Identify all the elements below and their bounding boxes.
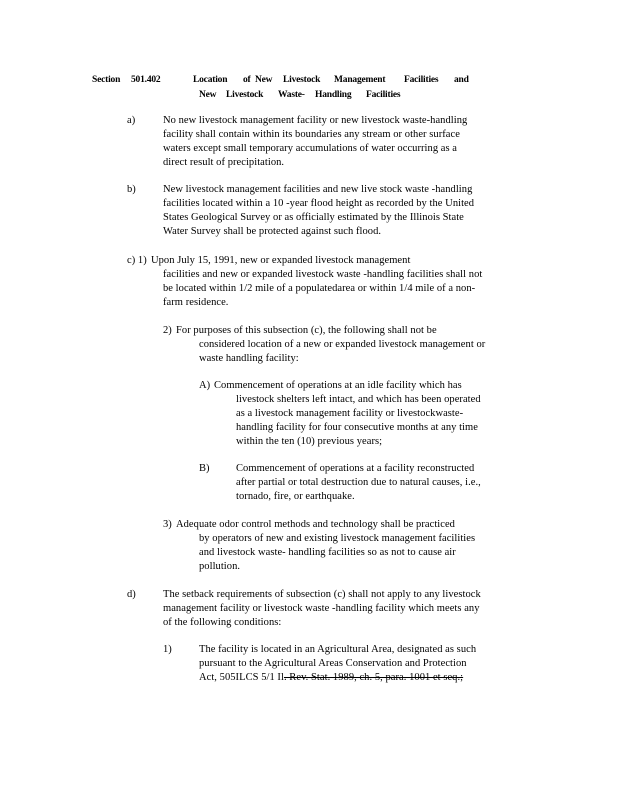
subsection-marker: b) [127,184,136,195]
paragraph-line: pursuant to the Agricultural Areas Conservation and Protection [199,658,467,669]
subsection-marker: d) [127,589,136,600]
paragraph-line: The facility is located in an Agricultural Area, designated as such [199,644,477,655]
paragraph-line: livestock shelters left intact, and which has been operated [236,394,481,405]
paragraph-line: New livestock management facilities and new live stock waste -handling [163,184,473,195]
subsection-marker: c) 1) [127,255,147,266]
title-word: Location [193,75,228,85]
paragraph-line: management facility or livestock waste -handling facility which meets any [163,603,480,614]
paragraph-line: be located within 1/2 mile of a populatedarea or within 1/4 mile of a non- [163,283,476,294]
title-word: Facilities [404,75,439,85]
paragraph-line: within the ten (10) previous years; [236,436,383,447]
subitem-marker: 3) [163,519,172,530]
paragraph-line: The setback requirements of subsection (c) shall not apply to any livestock [163,589,481,600]
paragraph-line: Upon July 15, 1991, new or expanded livestock management [151,255,411,266]
paragraph-line: Commencement of operations at an idle facility which has [214,380,462,391]
paragraph-line: For purposes of this subsection (c), the following shall not be [176,325,437,336]
title-word: Livestock [283,75,321,85]
paragraph-line: considered location of a new or expanded livestock management or [199,339,486,350]
paragraph-line [199,671,463,685]
paragraph-line: facility shall contain within its boundaries any stream or other surface [163,129,460,140]
subitem-marker: 2) [163,325,172,336]
paragraph-line: tornado, fire, or earthquake. [236,491,355,502]
title-word: New [199,90,217,100]
paragraph-line: by operators of new and existing livestock management facilities [199,533,476,544]
title-word: Livestock [226,90,264,100]
paragraph-line: facilities and new or expanded livestock waste -handling facilities shall not [163,269,483,280]
paragraph-line: pollution. [199,561,241,572]
struck-citation-text: . Rev. Stat. 1989, ch. 5, para. 1001 et seq.; [283,672,464,683]
paragraph-line: handling facility for four consecutive months at any time [236,422,478,433]
title-word: Management [334,75,386,85]
paragraph-line: of the following conditions: [163,617,282,628]
paragraph-line: Adequate odor control methods and technology shall be practiced [176,519,455,530]
subitem-marker: 1) [163,644,172,655]
paragraph-line: and livestock waste- handling facilities so as not to cause air [199,547,456,558]
title-word: of [243,75,251,85]
title-word: and [454,75,469,85]
paragraph-line: No new livestock management facility or new livestock waste-handling [163,115,468,126]
subsection-marker: a) [127,115,136,126]
title-word: Waste- [278,90,305,100]
subitem-marker: B) [199,463,210,474]
paragraph-line: Water Survey shall be protected against such flood. [163,226,382,237]
title-word: New [255,75,273,85]
paragraph-line: facilities located within a 10 -year flood height as recorded by the United [163,198,475,209]
paragraph-line: direct result of precipitation. [163,157,285,168]
paragraph-line: waters except small temporary accumulations of water occurring as a [163,143,458,154]
paragraph-line: States Geological Survey or as officially estimated by the Illinois State [163,212,464,223]
paragraph-line: Commencement of operations at a facility reconstructed [236,463,475,474]
subitem-marker: A) [199,380,211,391]
paragraph-line: as a livestock management facility or livestockwaste- [236,408,464,419]
section-label: Section [92,75,121,85]
title-word: Handling [315,90,352,100]
paragraph-line: after partial or total destruction due to natural causes, i.e., [236,477,481,488]
paragraph-line: waste handling facility: [199,353,299,364]
citation-text: Act, 505ILCS 5/1 Il [199,672,284,683]
paragraph-line: farm residence. [163,297,229,308]
title-word: Facilities [366,90,401,100]
section-number: 501.402 [131,75,161,85]
